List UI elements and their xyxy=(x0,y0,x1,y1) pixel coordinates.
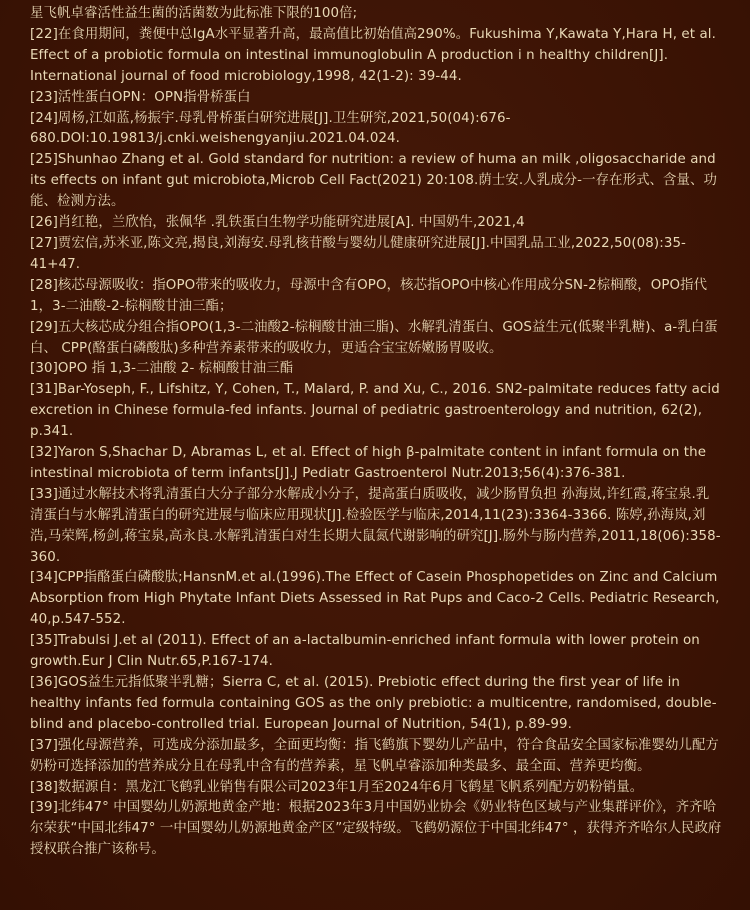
reference-item: [34]CPP指酪蛋白磷酸肽;HansnM.et al.(1996).The Effect of Casein Phosphopetides on Zinc and Calcium Absorption from High Phytate Infant Diets Assessed in Rat Pups and Caco-2 Cells. Pediatric Research, 40,p.547-552. xyxy=(30,570,720,628)
reference-item: [33]通过水解技术将乳清蛋白大分子部分水解成小分子，提高蛋白质吸收，减少肠胃负担 孙海岚,许红霞,蒋宝泉.乳清蛋白与水解乳清蛋白的研究进展与临床应用现状[J].检验医学与临床,2014,11(23):3364-3366. 陈婷,孙海岚,刘浩,马荣辉,杨剑,蒋宝泉,高永良.水解乳清蛋白对生长期大鼠氮代谢影响的研究[J].肠外与肠内营养,2011,18(06):358-360. xyxy=(30,486,721,565)
reference-item: [24]周杨,江如蓝,杨振宇.母乳骨桥蛋白研究进展[J].卫生研究,2021,50(04):676-680.DOI:10.19813/j.cnki.weishengyanjiu.2021.04.024. xyxy=(30,110,511,147)
reference-item: [26]肖红艳，兰欣怡，张佩华 .乳铁蛋白生物学功能研究进展[A]. 中国奶牛,2021,4 xyxy=(30,215,525,231)
reference-item: [22]在食用期间，粪便中总IgA水平显著升高，最高值比初始值高290%。Fukushima Y,Kawata Y,Hara H, et al. Effect of a probiotic formula on intestinal immunoglobulin A production i n healthy children[J]. International journal of food microbiology,1998, 42(1-2): 39-44. xyxy=(30,26,716,84)
reference-item: [29]五大核芯成分组合指OPO(1,3-二油酸2-棕榈酸甘油三脂)、水解乳清蛋白、GOS益生元(低聚半乳糖)、a-乳白蛋白、 CPP(酪蛋白磷酸肽)多种营养素带来的吸收力，更适合宝宝娇嫩肠胃吸收。 xyxy=(30,319,718,356)
reference-list xyxy=(30,4,722,861)
reference-item: [39]北纬47° 中国婴幼儿奶源地黄金产地：根据2023年3月中国奶业协会《奶业特色区域与产业集群评价》，齐齐哈尔荣获“中国北纬47° 一中国婴幼儿奶源地黄金产区”定级特级。飞鹤奶源位于中国北纬47° ，获得齐齐哈尔人民政府授权联合推广该称号。 xyxy=(30,800,722,858)
reference-item: [37]强化母源营养，可选成分添加最多，全面更均衡：指飞鹤旗下婴幼儿产品中，符合食品安全国家标准婴幼儿配方奶粉可选择添加的营养成分且在母乳中含有的营养素，星飞帆卓睿添加种类最多、最全面、营养更均衡。 xyxy=(30,737,719,774)
reference-item: [25]Shunhao Zhang et al. Gold standard for nutrition: a review of huma an milk ,oligosaccharide and its effects on infant gut microbiota,Microb Cell Fact(2021) 20:108.荫士安.人乳成分-一存在形式、含量、功能、检测方法。 xyxy=(30,152,718,210)
reference-item: [35]Trabulsi J.et al (2011). Effect of an a-lactalbumin-enriched infant formula with lower protein on growth.Eur J Clin Nutr.65,P.167-174. xyxy=(30,633,700,670)
reference-item: [31]Bar-Yoseph, F., Lifshitz, Y, Cohen, T., Malard, P. and Xu, C., 2016. SN2-palmitate reduces fatty acid excretion in Chinese formula-fed infants. Journal of pediatric gastroenterology and nutrition, 62(2), p.341. xyxy=(30,382,720,440)
reference-item: [30]OPO 指 1,3-二油酸 2- 棕榈酸甘油三酯 xyxy=(30,361,294,377)
reference-item: 星飞帆卓睿活性益生菌的活菌数为此标准下限的100倍; xyxy=(30,6,358,21)
reference-item: [36]GOS益生元指低聚半乳糖；Sierra C, et al. (2015). Prebiotic effect during the first year of life in healthy infants fed formula containing GOS as the only prebiotic: a multicentre, randomised, double-blind and placebo-controlled trial. European Journal of Nutrition, 54(1), p.89-99. xyxy=(30,675,717,732)
reference-item: [23]活性蛋白OPN：OPN指骨桥蛋白 xyxy=(30,89,251,105)
reference-item: [38]数据源自：黑龙江飞鹤乳业销售有限公司2023年1月至2024年6月飞鹤星飞帆系列配方奶粉销量。 xyxy=(30,779,644,795)
reference-item: [32]Yaron S,Shachar D, Abramas L, et al. Effect of high β-palmitate content in infant formula on the intestinal microbiota of term infants[J].J Pediatr Gastroenterol Nutr.2013;56(4):376-381. xyxy=(30,445,707,481)
reference-item: [27]贾宏信,苏米亚,陈文亮,揭良,刘海安.母乳核苷酸与婴幼儿健康研究进展[J].中国乳品工业,2022,50(08):35-41+47. xyxy=(30,235,686,272)
reference-item: [28]核芯母源吸收：指OPO带来的吸收力，母源中含有OPO，核芯指OPO中核心作用成分SN-2棕榈酸，OPO指代1，3-二油酸-2-棕榈酸甘油三酯； xyxy=(30,277,708,314)
